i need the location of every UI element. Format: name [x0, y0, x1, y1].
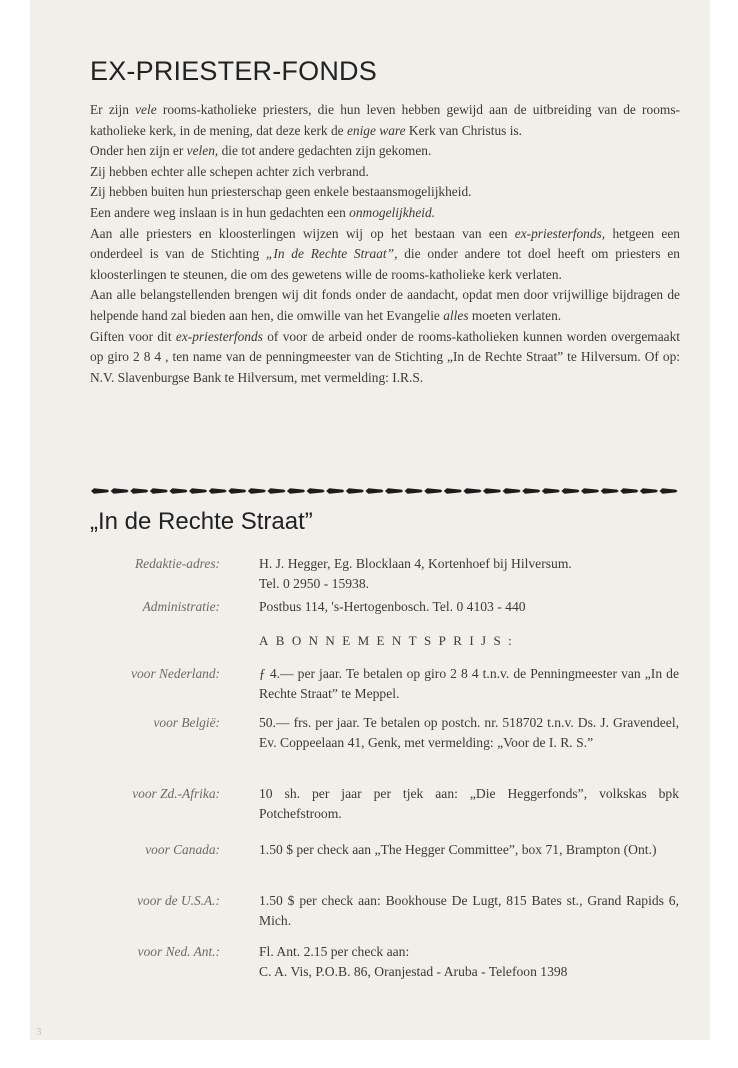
paragraph-8: Giften voor dit ex-priesterfonds of voor de arbeid onder de rooms-katholieken kunnen worden overgemaakt op giro 2 8 4 , ten name van de penningmeester van de Stichting „In de Rechte Straat” te Hilversum. Of op: N.V. Slavenburgse Bank te Hilversum, met vermelding: I.R.S.: [90, 328, 680, 385]
page-sheet: [30, 0, 710, 1040]
redaktie-value: H. J. Hegger, Eg. Blocklaan 4, Kortenhoef bij Hilversum. Tel. 0 2950 - 15938.: [259, 556, 572, 591]
divider-segment: [542, 488, 560, 494]
na-value: Fl. Ant. 2.15 per check aan: C. A. Vis, P.O.B. 86, Oranjestad - Aruba - Telefoon 1398: [259, 944, 568, 979]
magazine-title: „In de Rechte Straat”: [90, 508, 313, 535]
redaktie-label: Redaktie-adres:: [134, 556, 220, 571]
paragraph-7: Aan alle belangstellenden brengen wij dit fonds onder de aandacht, opdat men door vrijwillige bijdragen de helpende hand zal bieden aan hen, die omwille van het Evangelie alles moeten verlaten.: [90, 287, 680, 323]
be-label: voor België:: [153, 715, 220, 730]
divider-segment: [561, 488, 579, 494]
divider-segment: [130, 488, 148, 494]
divider-segment: [346, 488, 364, 494]
divider-segment: [326, 488, 344, 494]
nl-value: ƒ 4.— per jaar. Te betalen op giro 2 8 4 t.n.v. de Penningmeester van „In de Rechte Straat” te Meppel.: [259, 666, 679, 701]
divider-segment: [503, 488, 521, 494]
divider-segment: [640, 488, 658, 494]
divider-segment: [385, 488, 403, 494]
za-value: 10 sh. per jaar per tjek aan: „Die Heggerfonds”, volkskas bpk Potchefstroom.: [259, 786, 679, 821]
divider-segment: [601, 488, 619, 494]
ca-label: voor Canada:: [145, 842, 220, 857]
fund-article: [90, 100, 680, 388]
paragraph-3: Zij hebben echter alle schepen achter zich verbrand.: [90, 163, 369, 179]
paragraph-2: Onder hen zijn er velen, die tot andere gedachten zijn gekomen.: [90, 143, 432, 159]
paragraph-5: Een andere weg inslaan is in hun gedachten een onmogelijkheid.: [90, 204, 436, 220]
page-number: 3: [36, 1026, 42, 1038]
divider-segment: [287, 488, 305, 494]
ca-value: 1.50 $ per check aan „The Hegger Committee”, box 71, Brampton (Ont.): [259, 842, 657, 857]
divider-segment: [228, 488, 246, 494]
divider-segment: [189, 488, 207, 494]
divider-segment: [483, 488, 501, 494]
divider-segment: [307, 488, 325, 494]
divider-segment: [405, 488, 423, 494]
divider-segment: [463, 488, 481, 494]
divider-segment: [620, 488, 638, 494]
na-label: voor Ned. Ant.:: [137, 944, 220, 959]
divider-segment: [267, 488, 285, 494]
divider-segment: [169, 488, 187, 494]
paragraph-1: Er zijn vele rooms-katholieke priesters, die hun leven hebben gewijd aan de uitbreiding van de rooms-katholieke kerk, in de mening, dat deze kerk de enige ware Kerk van Christus is.: [90, 102, 680, 138]
admin-label: Administratie:: [142, 599, 220, 614]
divider-segment: [248, 488, 266, 494]
subscription-heading: ABONNEMENTSPRIJS:: [259, 633, 520, 648]
divider-segment: [522, 488, 540, 494]
divider-segment: [91, 488, 109, 494]
paragraph-4: Zij hebben buiten hun priesterschap geen enkele bestaansmogelijkheid.: [90, 184, 472, 200]
divider-segment: [150, 488, 168, 494]
divider-segment: [424, 488, 442, 494]
divider-segment: [365, 488, 383, 494]
fund-title: EX-PRIESTER-FONDS: [90, 56, 377, 86]
paragraph-6: Aan alle priesters en kloosterlingen wijzen wij op het bestaan van een ex-priesterfonds, hetgeen een onderdeel is van de Stichting „In de Rechte Straat”, die onder andere tot doel heeft om priesters en kloosterlingen te steunen, die om des gewetens wille de rooms-katholieke kerk verlaten.: [90, 225, 680, 282]
admin-value: Postbus 114, 's-Hertogenbosch. Tel. 0 4103 - 440: [259, 599, 526, 614]
divider-segment: [111, 488, 129, 494]
be-value: 50.— frs. per jaar. Te betalen op postch. nr. 518702 t.n.v. Ds. J. Gravendeel, Ev. Coppeelaan 41, Genk, met vermelding: „Voor de I. R. S.”: [259, 715, 679, 750]
nl-label: voor Nederland:: [131, 666, 220, 681]
za-label: voor Zd.-Afrika:: [132, 786, 220, 801]
divider-segment: [444, 488, 462, 494]
us-value: 1.50 $ per check aan: Bookhouse De Lugt, 815 Bates st., Grand Rapids 6, Mich.: [259, 893, 679, 928]
divider-segment: [659, 488, 677, 494]
divider-segment: [581, 488, 599, 494]
ornamental-divider: [90, 486, 678, 496]
divider-segment: [209, 488, 227, 494]
us-label: voor de U.S.A.:: [137, 893, 220, 908]
